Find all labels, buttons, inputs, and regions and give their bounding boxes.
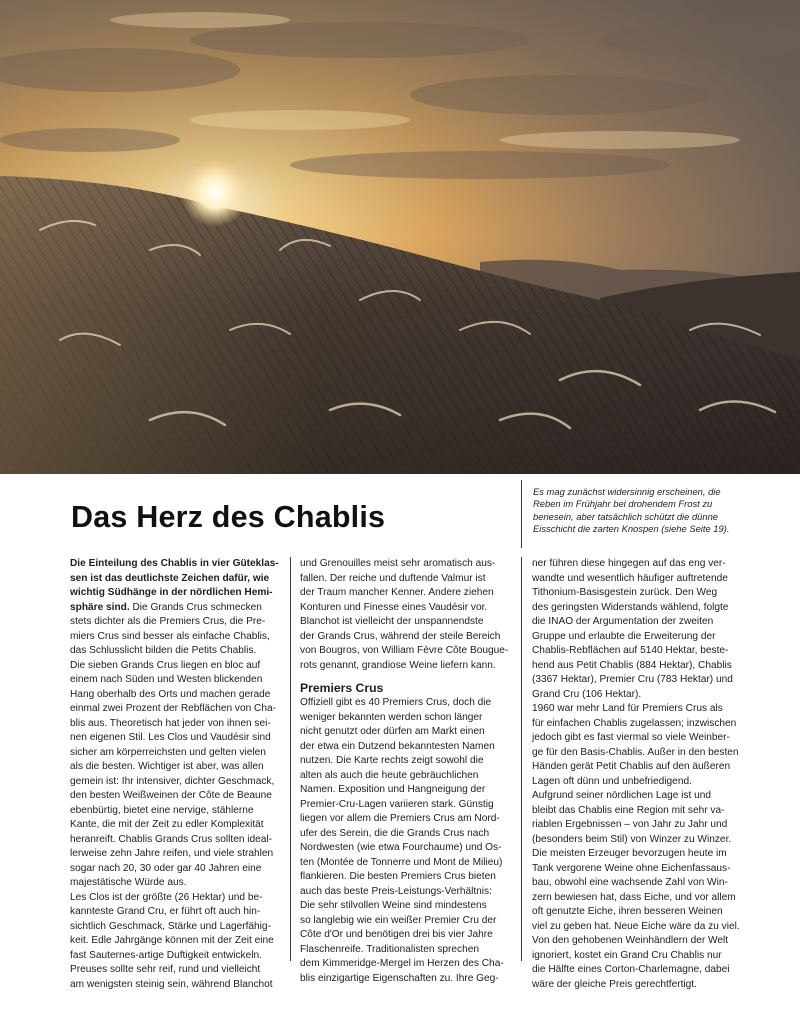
column-divider: [521, 557, 522, 961]
text-line: 1960 war mehr Land für Premiers Crus als: [532, 703, 723, 714]
text-line: von Bougros, von William Fèvre Côte Bougue-: [300, 645, 509, 656]
caption-divider: [521, 480, 522, 548]
text-run: Die Grands Crus schmecken: [129, 601, 262, 613]
text-line: für einfachen Chablis zugelassen; inzwischen: [532, 717, 737, 729]
text-line: Tithonium-Basisgestein zurück. Den Weg: [532, 587, 718, 598]
text-line: Les Clos ist der größte (26 Hektar) und be-: [70, 891, 263, 903]
text-line: Gruppe und erlaubte die Erweiterung der: [532, 630, 716, 642]
article-column-1: [70, 557, 282, 992]
text-line: fast Sauternes-artige Duftigkeit entwickeln.: [70, 949, 262, 961]
text-line: Grand Cru (106 Hektar).: [532, 688, 642, 700]
text-line: heranreift. Chablis Grands Crus sollten ideal-: [70, 833, 273, 845]
text-line: Hang oberhalb des Orts und machen gerade: [70, 688, 271, 700]
text-line: stets dichter als die Premiers Crus, die Pre-: [70, 616, 266, 627]
text-line: Offiziell gibt es 40 Premiers Crus, doch die: [300, 697, 492, 708]
text-line: sicher am körperreichsten und gelten vielen: [70, 746, 266, 758]
text-line: jedoch gibt es fast viermal so viele Weinber-: [532, 732, 730, 743]
text-line: zern bewiesen hat, dass Eiche, und vor allem: [532, 891, 736, 903]
text-line: der Grands Crus, während der steile Bereich: [300, 630, 501, 642]
text-line: gemein ist: Ihr intensiver, dichter Geschmack,: [70, 775, 275, 787]
text-line: nicht genutzt oder dürfen am Markt einen: [300, 726, 485, 737]
text-line: weniger bekannten werden schon länger: [300, 711, 483, 723]
photo-caption: [533, 486, 761, 535]
text-line: einmal zwei Prozent der Rebflächen von Cha-: [70, 703, 276, 714]
text-line: das Schlusslicht bilden die Petits Chablis.: [70, 645, 257, 656]
caption-line: beriesein, aber tatsächlich schützt die dünne: [533, 510, 719, 522]
article-column-3: [532, 557, 744, 992]
text-line: Lagen oft dünn und unbefriedigend.: [532, 775, 692, 787]
text-line: Blanchot ist vielleicht der unspannendste: [300, 616, 484, 627]
section-heading: Premiers Crus: [300, 680, 384, 695]
text-line: auch das beste Preis-Leistungs-Verhältnis:: [300, 885, 492, 897]
text-line: am wenigsten steinig sein, während Blanchot: [70, 978, 273, 990]
text-line: (besonders beim Stil) von Winzer zu Winzer.: [532, 833, 732, 845]
text-line: Die sieben Grands Crus liegen en bloc auf: [70, 659, 261, 671]
text-line: viel zu geben hat. Neue Eiche wäre da zu viel.: [532, 920, 740, 932]
caption-line: Es mag zunächst widersinnig erscheinen, die: [533, 486, 721, 497]
text-line: Händen gerät Petit Chablis auf den äußeren: [532, 761, 731, 772]
text-line: des geringsten Widerstands wählend, folgte: [532, 601, 729, 613]
text-line: nutzen. Die Karte rechts zeigt sowohl die: [300, 755, 484, 766]
text-line: Flaschenreife. Traditionalisten sprechen: [300, 943, 479, 955]
text-line: ufer des Serein, die die Grands Crus nach: [300, 827, 490, 839]
text-line: ignoriert, kostet ein Grand Cru Chablis nur: [532, 949, 722, 961]
text-line: rots genannt, grandiose Weine liefern kann.: [300, 659, 496, 671]
text-line: riablen Ergebnissen – von Jahr zu Jahr und: [532, 819, 728, 830]
text-line: den besten Weißweinen der Côte de Beaune: [70, 790, 272, 801]
text-line: liegen vor allem die Premiers Crus am Nord-: [300, 813, 500, 824]
text-line: Preuses sollte sehr reif, rund und vielleicht: [70, 964, 261, 975]
caption-line: Eisschicht die zarten Knospen (siehe Seite 19).: [533, 522, 730, 534]
text-line: ebenbürtig, bietet eine nervige, stählerne: [70, 804, 254, 816]
hero-photo: [0, 0, 800, 474]
text-line: Konturen und Finesse eines Vaudésir vor.: [300, 601, 488, 613]
text-line: einem nach Süden und Westen blickenden: [70, 674, 263, 685]
text-line: wäre der gleiche Preis gerechtfertigt.: [532, 978, 697, 990]
text-line: miers Crus sind besser als einfache Chablis,: [70, 630, 270, 642]
caption-line: Reben im Frühjahr bei drohendem Frost zu: [533, 498, 713, 510]
text-line: Die sehr stilvollen Weine sind mindestens: [300, 900, 487, 911]
article-title: Das Herz des Chablis: [71, 500, 386, 534]
text-line: bleibt das Chablis eine Region mit sehr va-: [532, 804, 725, 816]
text-line: als die besten. Wichtiger ist aber, was allen: [70, 761, 264, 772]
text-line: sogar nach 20, 30 oder gar 40 Jahren eine: [70, 862, 262, 874]
text-line: Tank vergorene Weine ohne Eichenfassaus-: [532, 862, 731, 874]
text-line: Namen. Exposition und Hangneigung der: [300, 784, 486, 795]
text-line: flankieren. Die besten Premiers Crus bieten: [300, 871, 496, 882]
text-line: der etwa ein Dutzend bekanntesten Namen: [300, 740, 495, 752]
text-line: ge für den Basis-Chablis. Außer in den besten: [532, 746, 739, 758]
text-line: Kante, die mit der Zeit zu edler Komplexität: [70, 819, 264, 830]
text-line: blis aus. Theoretisch hat jeder von ihnen sei-: [70, 717, 271, 729]
text-line: alten als auch die heute gebräuchlichen: [300, 769, 479, 781]
lead-line: sen ist das deutlichste Zeichen dafür, wie: [70, 572, 270, 584]
text-line: der Traum mancher Kenner. Andere ziehen: [300, 587, 494, 598]
text-line: keit. Edle Jahrgänge können mit der Zeit eine: [70, 935, 274, 946]
text-line: Chablis-Rebflächen auf 5140 Hektar, beste-: [532, 645, 729, 656]
text-line: majestätische Würde aus.: [70, 877, 187, 888]
text-line: sichtlich Geschmack, Stärke und Lagerfähig-: [70, 920, 271, 932]
text-line: kannteste Grand Cru, er führt oft auch hin-: [70, 906, 261, 917]
text-line: ten (Montée de Tonnerre und Mont de Milieu): [300, 856, 503, 868]
text-line: Premier-Cru-Lagen variieren stark. Günstig: [300, 798, 494, 810]
text-line: oft genutzte Eiche, ihren besseren Weinen: [532, 906, 723, 917]
text-line: wandte und wesentlich häufiger auftretende: [532, 572, 728, 584]
bold-lead: sphäre sind.: [70, 601, 130, 613]
column-divider: [290, 557, 291, 961]
text-line: Von den gehobenen Weinhändlern der Welt: [532, 935, 729, 946]
text-line: nen eigenen Stil. Les Clos und Vaudésir sind: [70, 732, 271, 743]
text-line: fallen. Der reiche und duftende Valmur ist: [300, 572, 486, 584]
text-line: ner führen diese hingegen auf das eng ver-: [532, 558, 726, 569]
lead-line: wichtig Südhänge in der nördlichen Hemi-: [70, 587, 273, 598]
text-line: so langlebig wie ein weißer Premier Cru der: [300, 914, 497, 926]
text-line: blis einzigartige Eigenschaften zu. Ihre Geg-: [300, 972, 499, 984]
text-line: bau, obwohl eine wachsende Zahl von Win-: [532, 877, 728, 888]
text-line: Die meisten Erzeuger bevorzugen heute im: [532, 848, 727, 859]
text-line: Aufgrund seiner nördlichen Lage ist und: [532, 790, 711, 801]
text-line: (3367 Hektar), Premier Cru (783 Hektar) und: [532, 674, 733, 685]
text-line: lerweise zehn Jahre reifen, und viele strahlen: [70, 848, 274, 859]
text-line: die INAO der Argumentation der zweiten: [532, 616, 714, 627]
text-line: Côte d'Or und benötigen drei bis vier Jahre: [300, 929, 493, 940]
text-line: und Grenouilles meist sehr aromatisch aus-: [300, 558, 496, 569]
text-line: die Hälfte eines Corton-Charlemagne, dabei: [532, 964, 730, 975]
text-line: [70, 601, 282, 616]
text-line: dem Kimmeridge-Mergel im Herzen des Cha-: [300, 958, 504, 969]
article-column-2: [300, 557, 512, 986]
lead-line: Die Einteilung des Chablis in vier Güteklas-: [70, 558, 279, 569]
text-line: Nordwesten (wie etwa Fourchaume) und Os-: [300, 842, 502, 853]
text-line: hend aus Petit Chablis (884 Hektar), Chablis: [532, 659, 732, 671]
